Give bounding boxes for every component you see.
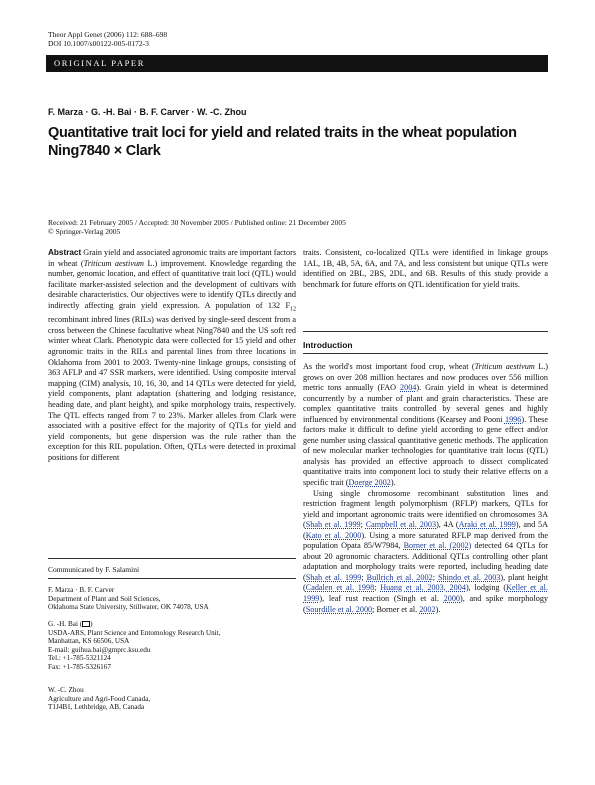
intro-paragraph-2 [303, 489, 548, 616]
citation-link[interactable]: Campbell et al. 2003 [365, 520, 437, 530]
citation-link[interactable]: Shah et al. 1999 [305, 572, 362, 582]
citation-link[interactable]: 2002 [419, 604, 436, 614]
email-line: E-mail: guihua.bai@gmprc.ksu.edu [48, 645, 151, 654]
article-type-banner: ORIGINAL PAPER [46, 55, 548, 72]
abstract-subscript: 12 [290, 306, 296, 313]
text: ; [432, 572, 438, 582]
abstract [48, 248, 296, 464]
author-name: G. -H. Bai ( [48, 620, 83, 628]
text: ) [90, 620, 93, 628]
text: L.) grows on over 208 million hectares and now produces over 556 million metric tons annually (FAO [303, 362, 548, 393]
citation-link[interactable]: 1996 [504, 414, 522, 424]
text: ). [435, 604, 441, 614]
text: ; [360, 520, 366, 530]
affiliation-line: Manhattan, KS 66506, USA [48, 637, 130, 646]
abstract-continued: traits. Consistent, co-localized QTLs were identified in linkage groups 1AL, 1B, 4B, 5A, 6A, and 7A, and less consistent but unique QTLs were identified on 2BL, 2BS, 2DL, and 6B. Results of this study provide a benchmark for future efforts on QTL identification for yield traits. [303, 248, 548, 289]
journal-header [48, 30, 167, 48]
received-line: Received: 21 February 2005 / Accepted: 30 November 2005 / Published online: 21 December 2005 [48, 218, 346, 227]
affiliation-line: W. -C. Zhou [48, 686, 84, 694]
affiliation-line: F. Marza · B. F. Carver [48, 586, 115, 594]
affiliation-2 [48, 620, 296, 672]
text: ). [390, 478, 396, 488]
article-title [48, 124, 548, 160]
citation-link[interactable]: Cadalen et al. 1998 [305, 583, 375, 593]
text: ), and spike morphology ( [303, 594, 549, 614]
citation-link[interactable]: Sourdille et al. 2000 [305, 604, 373, 614]
fax-line: Fax: +1-785-5326167 [48, 662, 111, 671]
section-divider-bottom [303, 353, 548, 354]
affiliation-line: Department of Plant and Soil Sciences, [48, 594, 161, 603]
copyright-line: © Springer-Verlag 2005 [48, 227, 121, 236]
doi: DOI 10.1007/s00122-005-0172-3 [48, 39, 149, 48]
citation-link[interactable]: 2004 [400, 383, 417, 393]
affiliation-line: USDA-ARS, Plant Science and Entomology Research Unit, [48, 628, 221, 637]
footnote-divider-2 [48, 578, 296, 579]
text: ; Borner et al. [372, 604, 420, 614]
introduction-heading: Introduction [303, 340, 353, 350]
text: ), 4A ( [436, 520, 459, 530]
journal-citation: Theor Appl Genet (2006) 112: 688–698 [48, 30, 168, 39]
citation-link[interactable]: Borner et al. (2002) [403, 541, 472, 551]
title-line-1: Quantitative trait loci for yield and related traits in the wheat population [48, 125, 517, 141]
phone-line: Tel.: +1-785-5321124 [48, 654, 111, 663]
introduction-body [303, 362, 548, 615]
abstract-column [48, 248, 296, 464]
footnote-divider [48, 558, 296, 559]
citation-link[interactable]: Kato et al. 2000 [305, 530, 362, 540]
citation-link[interactable]: Araki et al. 1999 [458, 520, 516, 530]
envelope-icon [82, 620, 93, 628]
text: detected 64 QTLs for about 20 agronomic characters. Additional QTLs controlling other plant adaptation and morphology traits were reported, including heading date ( [303, 541, 548, 582]
affiliation-line: Oklahoma State University, Stillwater, OK 74078, USA [48, 603, 209, 612]
citation-link[interactable]: Shindo et al. 2003 [437, 572, 501, 582]
citation-link[interactable]: Shah et al. 1999 [305, 520, 361, 530]
abstract-label: Abstract [48, 248, 82, 257]
text: Using single chromosome recombinant substitution lines and restriction fragment length polymorphism (RFLP) markers, QTLs for yield and important agronomic traits were identified on chromosomes 3A ( [303, 488, 548, 530]
section-divider-top [303, 331, 548, 332]
abstract-text-a: Grain yield and associated agronomic traits are important factors in wheat ( [48, 248, 296, 268]
abstract-text-c: recombinant inbred lines (RILs) was derived by single-seed descent from a cross between the Chinese facultative wheat Ning7840 and the US soft red winter wheat Clark. Phenotypic data were collected for 15 yield and other agronomic traits in the RILs and parental lines from three locations in Oklahoma from 2001 to 2003. Twenty-nine linkage groups, consisting of 363 AFLP and 47 SSR markers, were identified. Using composite interval mapping (CIM) analysis, 10, 16, 30, and 14 QTLs were detected for yield, yield components, plant adaptation (shattering and lodging resistance, heading date, and plant height), and spike morphology traits, respectively. The QTL effects ranged from 7 to 23%. Marker alleles from Clark were associated with a positive effect for the majority of QTLs for yield and yield components, but gene dispersion was the rule rather than the exception for this RIL population. Often, QTLs were detected in proximal positions for different [48, 315, 296, 462]
text: ). These factors make it difficult to define yield according to gene effect and/or gene number using classical quantitative genetic methods. The application of new molecular marker technologies for quantitative trait locus (QTL) analysis has provided an effective approach to dissect complicated quantitative traits into component loci to study their relative effects on a specific trait ( [303, 414, 548, 488]
citation-link[interactable]: Huang et al. 2003, 2004 [380, 583, 466, 593]
text: ; [361, 572, 367, 582]
text: ), leaf rust reaction (Singh et al. [319, 594, 444, 604]
title-line-2: Ning7840 × Clark [48, 143, 161, 159]
text: ), and 5A ( [303, 520, 548, 540]
affiliation-line: Agriculture and Agri-Food Canada, [48, 694, 151, 703]
abstract-species: Triticum aestivum [83, 258, 144, 268]
affiliation-1 [48, 586, 296, 612]
text: ), lodging ( [465, 583, 507, 593]
intro-paragraph-1 [303, 362, 548, 489]
citation-link[interactable]: Keller et al. 1999 [303, 583, 548, 604]
abstract-text-b: L.) improvement. Knowledge regarding the number, genomic location, and effect of quantitative trait loci (QTL) would facilitate marker-assisted selection and the development of cultivars with desirable characteristics. Our objectives were to identify QTLs directly and indirectly affecting grain yield expression. A population of 132 F [48, 258, 296, 310]
author-list: F. Marza · G. -H. Bai · B. F. Carver · W. -C. Zhou [48, 107, 247, 117]
text: ). Using a more saturated RFLP map derived from the population Opata 85/W7984, [303, 530, 548, 551]
affiliation-3 [48, 686, 296, 712]
affiliation-line: T1J4B1, Lethbridge, AB, Canada [48, 703, 145, 712]
publication-dates [48, 218, 346, 236]
citation-link[interactable]: 2000 [443, 594, 461, 604]
text: ). Grain yield in wheat is determined concurrently by a number of plant and grain characteristics. These are complex quantitative traits controlled by several genes and highly influenced by environmental conditions (Kearsey and Pooni [303, 383, 548, 424]
text: As the world's most important food crop, wheat ( [303, 362, 475, 371]
text: ), plant height ( [303, 572, 549, 593]
abstract-continued-column [303, 248, 548, 290]
communicated-by: Communicated by F. Salamini [48, 565, 140, 574]
species-name: Triticum aestivum [474, 362, 535, 371]
citation-link[interactable]: Doerge 2002 [348, 478, 391, 488]
text: ; [374, 583, 381, 593]
citation-link[interactable]: Bullrich et al. 2002 [366, 572, 433, 582]
affiliation-line [48, 620, 296, 629]
